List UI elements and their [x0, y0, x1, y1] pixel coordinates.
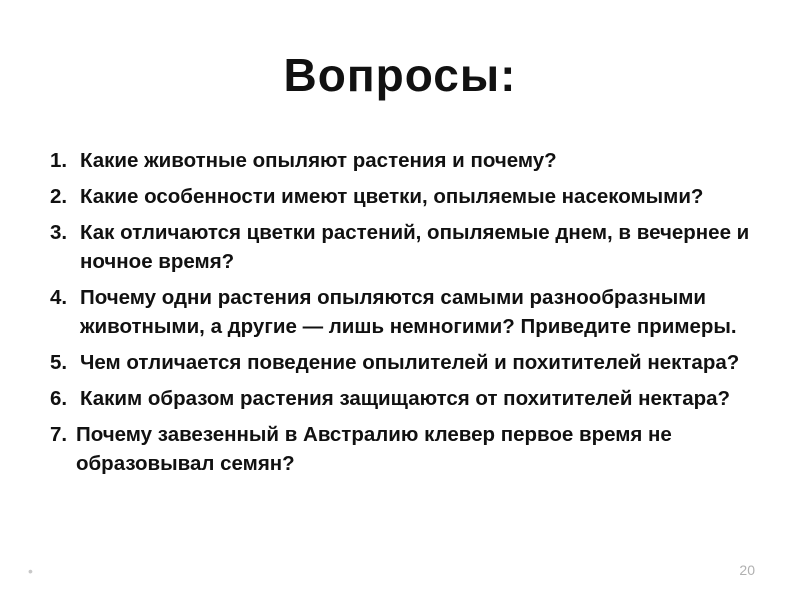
list-item — [50, 348, 770, 377]
slide-title: Вопросы: — [283, 49, 517, 101]
list-item — [50, 218, 770, 276]
question-number: 2. — [50, 185, 68, 208]
question-text: Какие животные опыляют растения и почему? — [80, 149, 557, 172]
list-item — [50, 420, 770, 478]
question-text: Каким образом растения защищаются от похитителей нектара? — [80, 387, 731, 410]
question-number: 3. — [50, 221, 68, 244]
question-number: 7. — [50, 423, 68, 446]
list-item — [50, 182, 770, 211]
page-number: 20 — [739, 562, 755, 578]
question-number: 6. — [50, 387, 68, 410]
list-item — [50, 146, 770, 175]
question-text: Какие особенности имеют цветки, опыляемые насекомыми? — [80, 185, 704, 208]
list-item — [50, 384, 770, 413]
questions-list — [50, 146, 770, 485]
question-text: Как отличаются цветки растений, опыляемые днем, в вечернее и ночное время? — [80, 221, 750, 273]
question-number: 5. — [50, 351, 68, 374]
question-number: 4. — [50, 286, 68, 309]
list-item — [50, 283, 770, 341]
question-text: Чем отличается поведение опылителей и похитителей нектара? — [80, 351, 740, 374]
question-text: Почему завезенный в Австралию клевер первое время не образовывал семян? — [76, 423, 672, 475]
question-number: 1. — [50, 149, 68, 172]
footer-bullet: • — [28, 563, 33, 579]
question-text: Почему одни растения опыляются самыми разнообразными животными, а другие — лишь немногими? Приведите примеры. — [80, 286, 737, 338]
